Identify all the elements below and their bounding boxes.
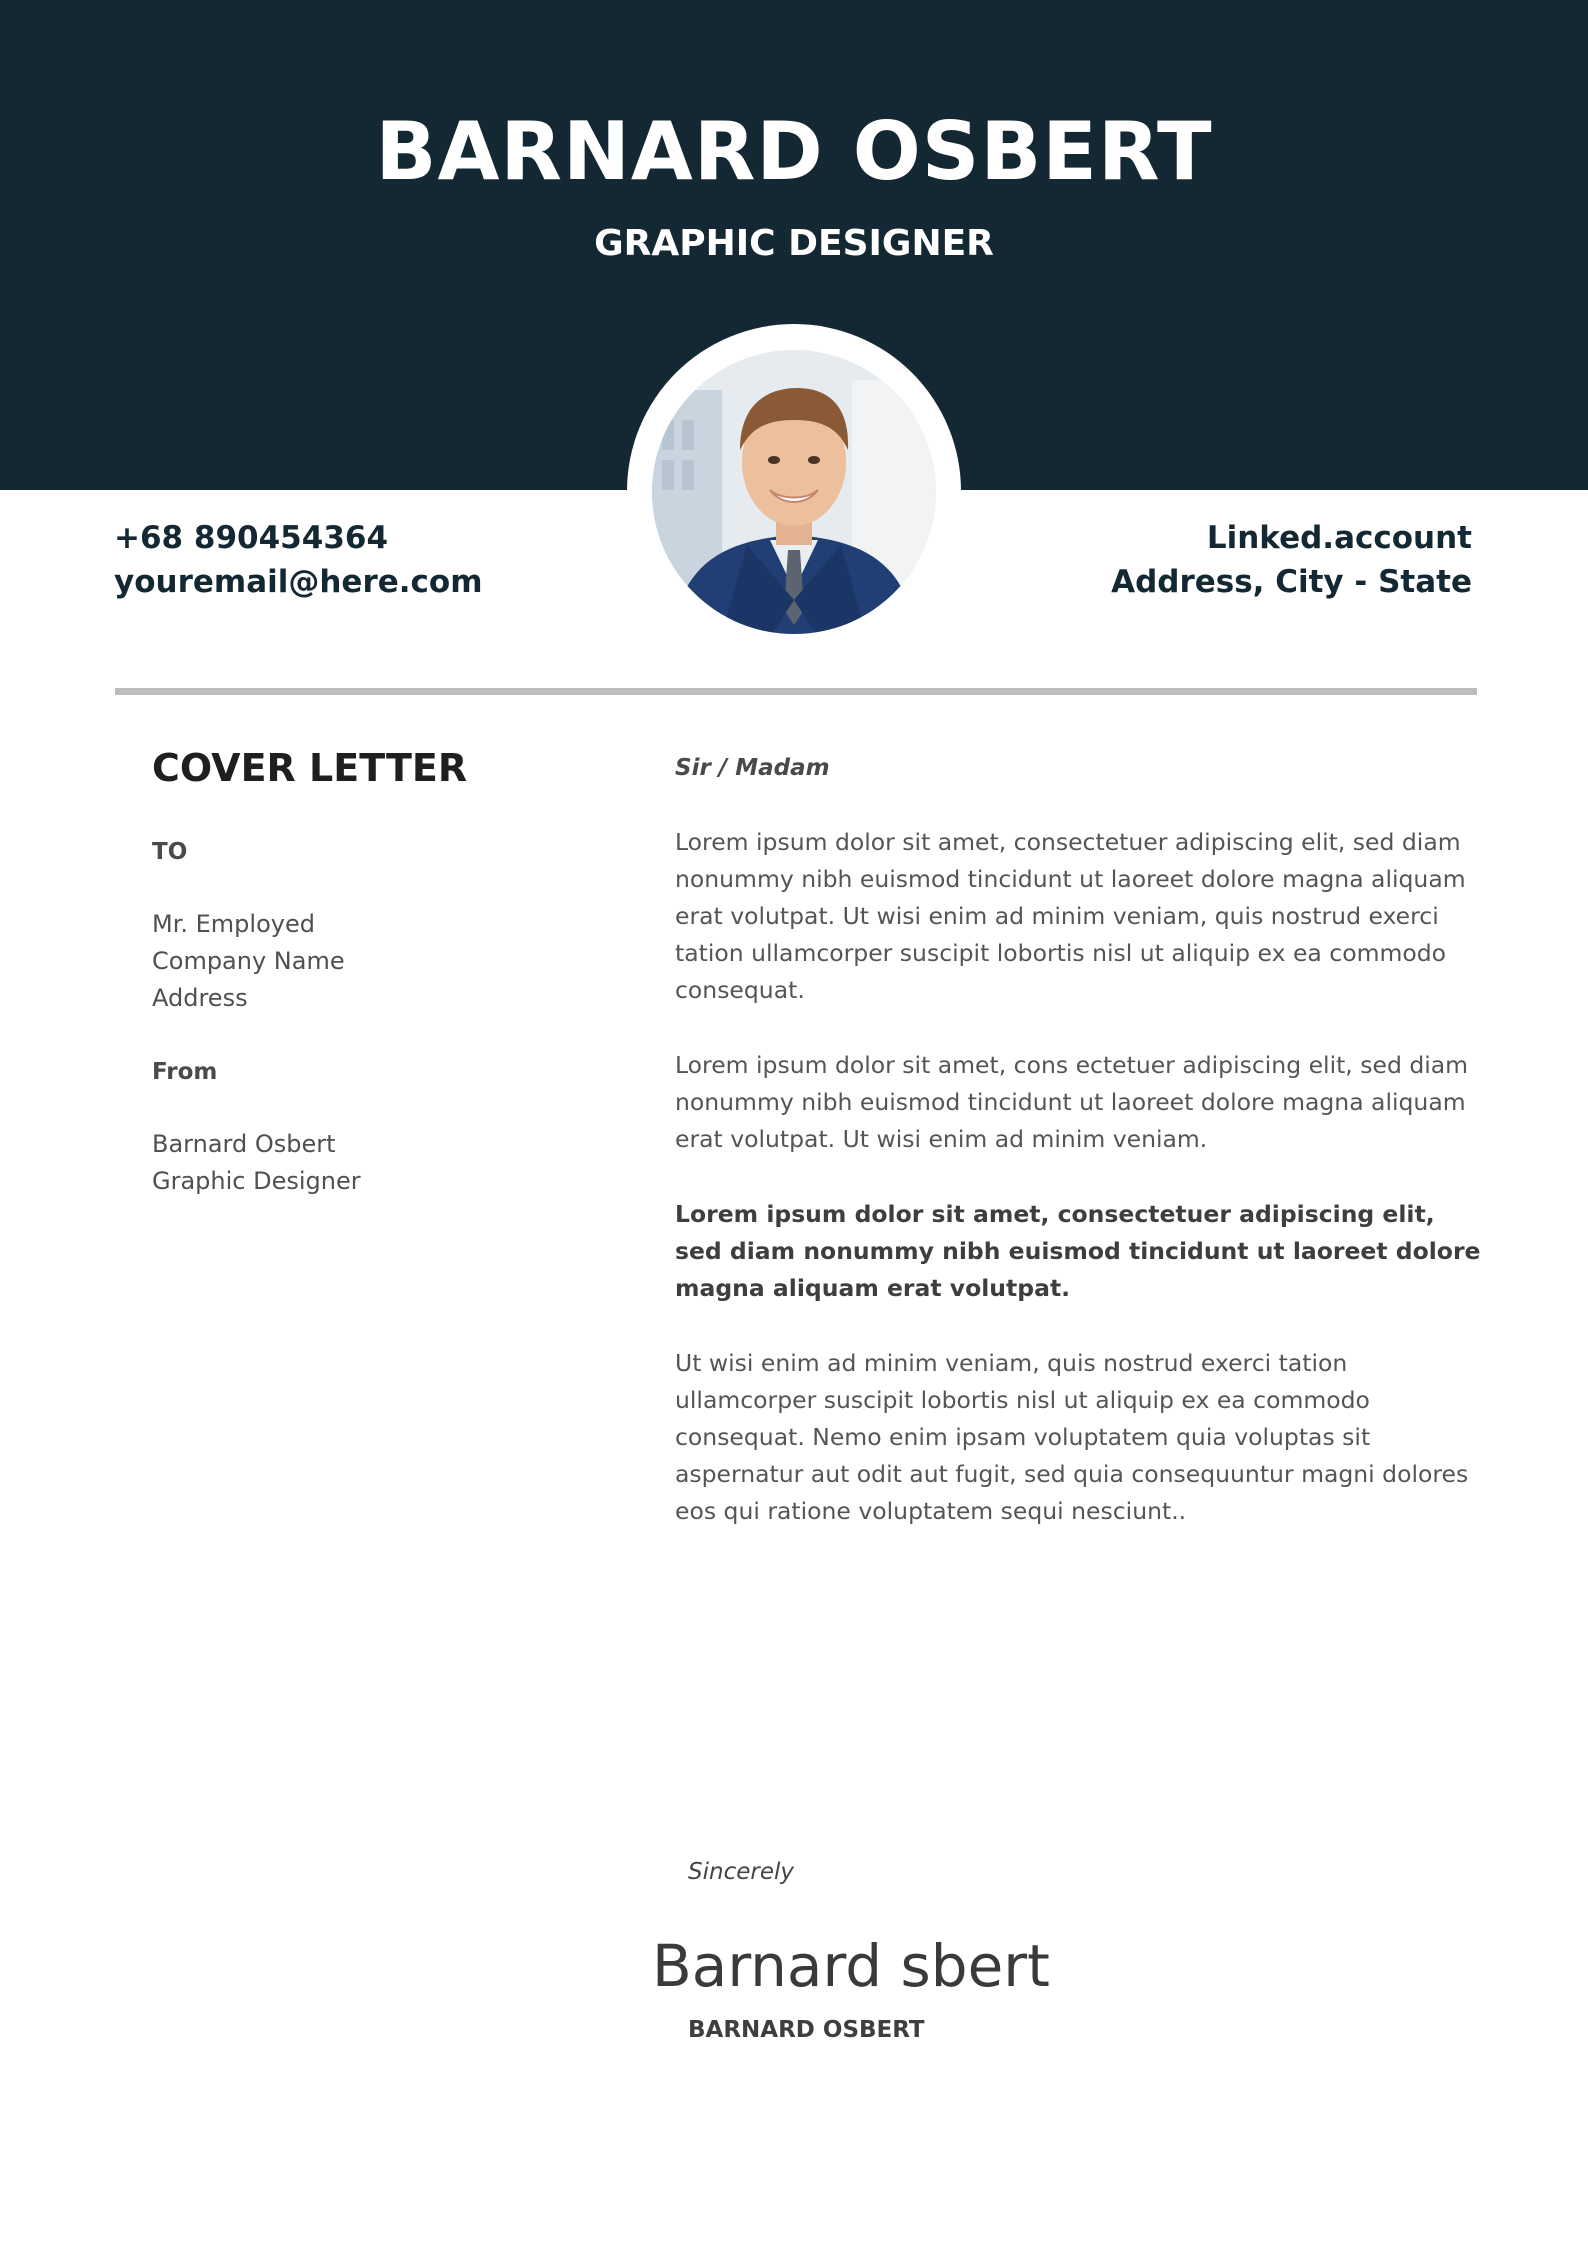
cover-letter-title: COVER LETTER [152, 746, 468, 790]
salutation: Sir / Madam [675, 755, 830, 781]
from-line: Barnard Osbert [152, 1130, 336, 1158]
postal-address: Address, City - State [1111, 564, 1472, 600]
to-label: TO [152, 839, 188, 865]
signer-name: BARNARD OSBERT [688, 2017, 925, 2043]
contact-right [1111, 516, 1472, 604]
to-line: Company Name [152, 947, 345, 975]
letter-paragraph-bold: Lorem ipsum dolor sit amet, consectetuer adipiscing elit, sed diam nonummy nibh euismod tincidunt ut laoreet dolore magna aliquam erat volutpat. [675, 1200, 1481, 1302]
linkedin-account[interactable]: Linked.account [1206, 520, 1472, 556]
letter-paragraph: Lorem ipsum dolor sit amet, consectetuer adipiscing elit, sed diam nonummy nibh euismod tincidunt ut laoreet dolore magna aliquam erat volutpat. Ut wisi enim ad minim veniam, quis nostrud exerci tation ullamcorper suscipit lobortis nisl ut aliquip ex ea commodo consequat. [675, 828, 1466, 1004]
from-line: Graphic Designer [152, 1167, 361, 1195]
section-divider [115, 688, 1477, 695]
to-line: Address [152, 984, 248, 1012]
to-line: Mr. Employed [152, 910, 315, 938]
email-address[interactable]: youremail@here.com [114, 564, 483, 600]
signature: Barnard sbert [652, 1932, 1050, 2000]
letter-paragraph: Ut wisi enim ad minim veniam, quis nostrud exerci tation ullamcorper suscipit lobortis nisl ut aliquip ex ea commodo consequat. Nemo enim ipsam voluptatem quia voluptas sit aspernatur aut odit aut fugit, sed quia consequuntur magni dolores eos qui ratione voluptatem sequi nesciunt.. [675, 1349, 1469, 1525]
closing-word: Sincerely [688, 1859, 794, 1885]
candidate-role: GRAPHIC DESIGNER [594, 223, 994, 264]
profile-photo [652, 350, 936, 634]
candidate-name: BARNARD OSBERT [375, 105, 1213, 198]
from-label: From [152, 1059, 218, 1085]
phone-number: +68 890454364 [114, 520, 389, 556]
letter-paragraph: Lorem ipsum dolor sit amet, cons ectetuer adipiscing elit, sed diam nonummy nibh euismod tincidunt ut laoreet dolore magna aliquam erat volutpat. Ut wisi enim ad minim veniam. [675, 1051, 1469, 1153]
letter-body [675, 750, 1485, 1530]
recipient-sender-column [152, 740, 592, 1200]
contact-left [114, 516, 483, 604]
profile-photo-illustration [652, 350, 936, 634]
